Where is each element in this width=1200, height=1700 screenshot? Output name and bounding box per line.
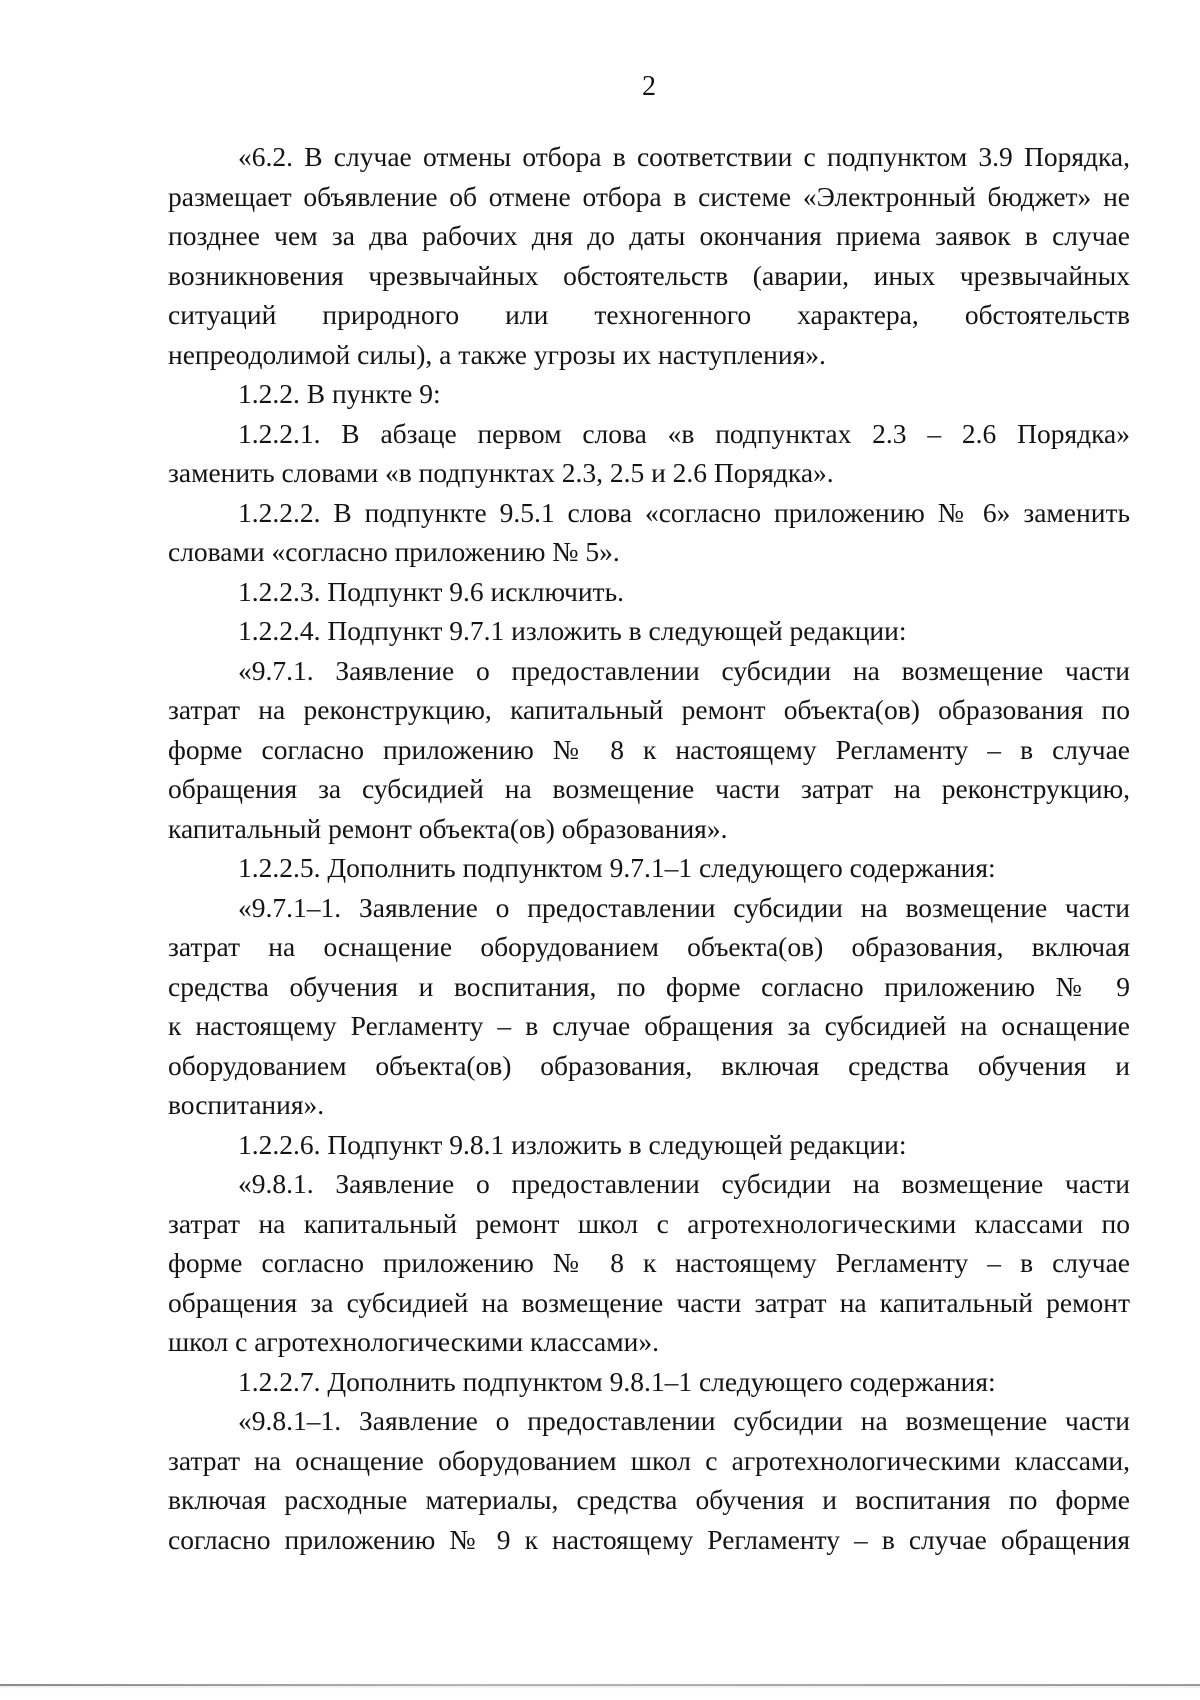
paragraph-1-2-2-1 <box>168 414 1130 493</box>
text-line: «9.8.1–1. Заявление о предоставлении субсидии на возмещение части <box>238 1405 1130 1436</box>
text-line: 1.2.2. В пункте 9: <box>238 378 441 409</box>
text-line: школ с агротехнологическими классами». <box>168 1326 659 1357</box>
text-line: 1.2.2.7. Дополнить подпунктом 9.8.1–1 следующего содержания: <box>238 1365 996 1397</box>
paragraph-1-2-2-3 <box>168 572 1130 612</box>
text-line: к настоящему Регламенту – в случае обращения за субсидией на оснащение <box>168 1010 1130 1041</box>
page-number: 2 <box>642 71 656 102</box>
text-line: «9.8.1. Заявление о предоставлении субсидии на возмещение части <box>238 1168 1130 1199</box>
text-line: 1.2.2.4. Подпункт 9.7.1 изложить в следующей редакции: <box>238 615 907 646</box>
paragraph-1-2-2-4 <box>168 611 1130 651</box>
text-line: включая расходные материалы, средства обучения и воспитания по форме <box>168 1484 1130 1515</box>
paragraph-1-2-2-2 <box>168 493 1130 572</box>
text-line: затрат на оснащение оборудованием объекта(ов) образования, включая <box>168 931 1130 962</box>
text-line: форме согласно приложению № 8 к настоящему Регламенту – в случае <box>168 733 1130 765</box>
text-line: 1.2.2.5. Дополнить подпунктом 9.7.1–1 следующего содержания: <box>238 852 996 883</box>
text-line: оборудованием объекта(ов) образования, включая средства обучения и <box>168 1049 1130 1081</box>
text-line: воспитания». <box>168 1089 325 1120</box>
text-line: 1.2.2.2. В подпункте 9.5.1 слова «согласно приложению № 6» заменить <box>238 496 1130 528</box>
text-line: средства обучения и воспитания, по форме согласно приложению № 9 <box>168 970 1130 1002</box>
text-line: «9.7.1. Заявление о предоставлении субсидии на возмещение части <box>238 654 1130 686</box>
paragraph-1-2-2-5 <box>168 848 1130 888</box>
text-line: обращения за субсидией на возмещение части затрат на реконструкцию, <box>168 773 1130 804</box>
text-line: позднее чем за два рабочих дня до даты окончания приема заявок в случае <box>168 220 1130 251</box>
text-line: возникновения чрезвычайных обстоятельств (аварии, иных чрезвычайных <box>168 259 1130 291</box>
text-line: «9.7.1–1. Заявление о предоставлении субсидии на возмещение части <box>238 891 1130 923</box>
text-line: форме согласно приложению № 8 к настоящему Регламенту – в случае <box>168 1247 1130 1278</box>
paragraph-1-2-2-7 <box>168 1362 1130 1402</box>
text-line: размещает объявление об отмене отбора в системе «Электронный бюджет» не <box>168 180 1130 212</box>
text-line: заменить словами «в подпунктах 2.3, 2.5 и 2.6 Порядка». <box>168 457 834 488</box>
text-line: ситуаций природного или техногенного характера, обстоятельств <box>168 299 1130 330</box>
paragraph-9-8-1-quote <box>168 1164 1130 1362</box>
paragraph-6-2-quote <box>168 137 1130 374</box>
text-line: 1.2.2.3. Подпункт 9.6 исключить. <box>238 575 624 607</box>
text-line: капитальный ремонт объекта(ов) образования». <box>168 812 728 844</box>
text-line: «6.2. В случае отмены отбора в соответствии с подпунктом 3.9 Порядка, <box>238 141 1130 172</box>
text-line: 1.2.2.1. В абзаце первом слова «в подпунктах 2.3 – 2.6 Порядка» <box>238 417 1130 449</box>
text-line: непреодолимой силы), а также угрозы их наступления». <box>168 338 826 370</box>
paragraph-9-7-1-1-quote <box>168 888 1130 1125</box>
document-body <box>168 137 1130 1559</box>
text-line: обращения за субсидией на возмещение части затрат на капитальный ремонт <box>168 1286 1130 1318</box>
text-line: словами «согласно приложению № 5». <box>168 536 620 567</box>
scan-edge-shadow <box>0 1686 1200 1689</box>
paragraph-9-8-1-1-quote <box>168 1401 1130 1559</box>
paragraph-1-2-2 <box>168 374 1130 414</box>
paragraph-9-7-1-quote <box>168 651 1130 849</box>
text-line: согласно приложению № 9 к настоящему Регламенту – в случае обращения <box>168 1523 1130 1555</box>
text-line: затрат на оснащение оборудованием школ с агротехнологическими классами, <box>168 1444 1130 1476</box>
text-line: 1.2.2.6. Подпункт 9.8.1 изложить в следующей редакции: <box>238 1128 907 1160</box>
paragraph-1-2-2-6 <box>168 1125 1130 1165</box>
text-line: затрат на капитальный ремонт школ с агротехнологическими классами по <box>168 1207 1130 1239</box>
text-line: затрат на реконструкцию, капитальный ремонт объекта(ов) образования по <box>168 694 1130 725</box>
